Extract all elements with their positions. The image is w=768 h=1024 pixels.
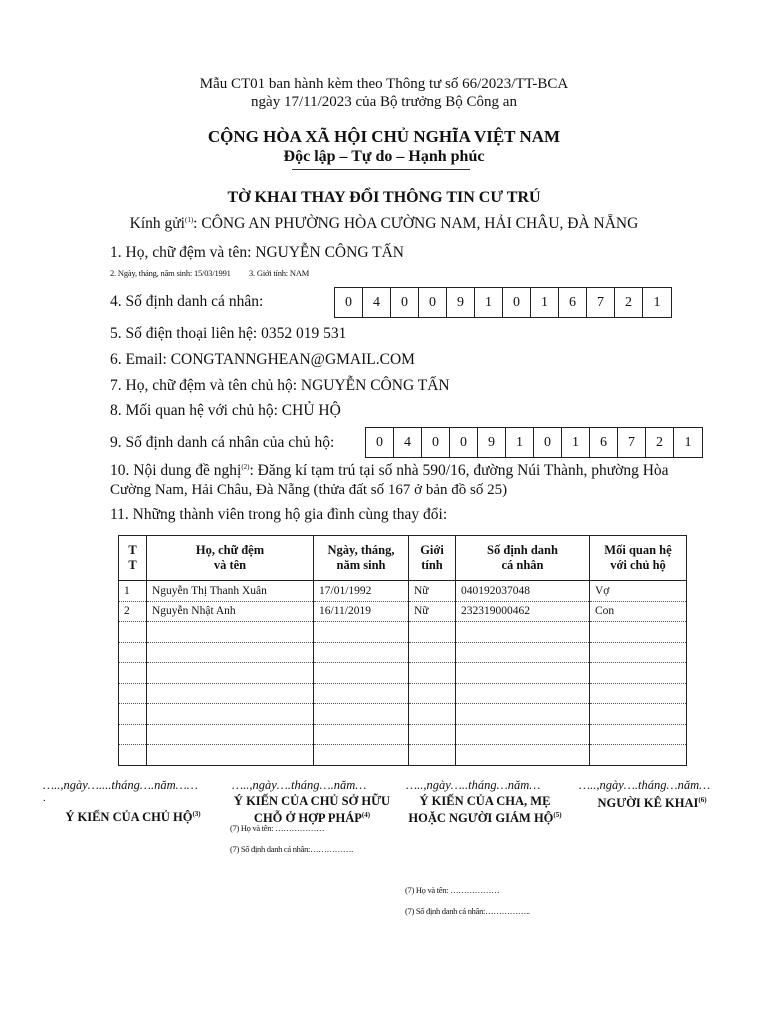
owner-name-note: (7) Họ và tên: ……………… — [230, 823, 325, 833]
members-table — [118, 535, 687, 766]
cell-tt — [119, 622, 147, 643]
field-request-content — [110, 462, 669, 480]
header-relationship: Mối quan hệ với chủ hộ — [590, 536, 687, 581]
cell-sex — [409, 724, 456, 745]
cell-name — [147, 663, 314, 684]
cell-rel: Con — [590, 601, 687, 622]
cell-dob: 16/11/2019 — [314, 601, 409, 622]
form-title: TỜ KHAI THAY ĐỔI THÔNG TIN CƯ TRÚ — [227, 189, 541, 206]
decree-date: ngày 17/11/2023 của Bộ trưởng Bộ Công an — [251, 94, 517, 110]
cell-dob: 17/01/1992 — [314, 581, 409, 602]
id-digit: 9 — [478, 428, 506, 457]
signature-date-household-head: …..,ngày…....tháng….năm…… — [43, 778, 198, 792]
request-prefix: 10. Nội dung đề nghị — [110, 462, 242, 479]
cell-dob — [314, 745, 409, 766]
cell-sex: Nữ — [409, 601, 456, 622]
table-row — [119, 663, 687, 684]
header-dob: Ngày, tháng, năm sinh — [314, 536, 409, 581]
cell-name — [147, 724, 314, 745]
field-gender: 3. Giới tính: NAM — [249, 268, 310, 278]
cell-name — [147, 683, 314, 704]
cell-id — [456, 663, 590, 684]
id-digit: 0 — [450, 428, 478, 457]
nation-title: CỘNG HÒA XÃ HỘI CHỦ NGHĨA VIỆT NAM — [207, 127, 561, 146]
cell-id: 040192037048 — [456, 581, 590, 602]
field-dob: 2. Ngày, tháng, năm sinh: 15/03/1991 — [110, 268, 231, 278]
signature-date-owner: …..,ngày….tháng….năm… — [232, 778, 367, 792]
cell-name — [147, 642, 314, 663]
id-digit: 0 — [366, 428, 394, 457]
recipient-value: : CÔNG AN PHƯỜNG HÒA CƯỜNG NAM, HẢI CHÂU, ĐÀ NẴNG — [193, 215, 639, 232]
decree-reference: Mẫu CT01 ban hành kèm theo Thông tư số 66/2023/TT-BCA — [199, 76, 569, 92]
guardian-id-note: (7) Số định danh cá nhân:…………….. — [405, 906, 530, 916]
header-name: Họ, chữ đệm và tên — [147, 536, 314, 581]
id-digit: 4 — [363, 288, 391, 317]
cell-name — [147, 704, 314, 725]
motto: Độc lập – Tự do – Hạnh phúc — [283, 148, 485, 165]
cell-name: Nguyễn Nhật Anh — [147, 601, 314, 622]
table-row — [119, 601, 687, 622]
cell-dob — [314, 622, 409, 643]
table-row — [119, 704, 687, 725]
id-digit: 0 — [534, 428, 562, 457]
id-digit: 1 — [475, 288, 503, 317]
cell-tt: 1 — [119, 581, 147, 602]
cell-rel — [590, 622, 687, 643]
cell-tt — [119, 745, 147, 766]
cell-dob — [314, 704, 409, 725]
cell-id — [456, 704, 590, 725]
cell-rel — [590, 704, 687, 725]
id-digit: 1 — [562, 428, 590, 457]
cell-id — [456, 745, 590, 766]
stray-dot: . — [43, 792, 46, 804]
table-row — [119, 581, 687, 602]
guardian-name-note: (7) Họ và tên: ……………… — [405, 885, 500, 895]
table-row — [119, 622, 687, 643]
id-digit: 7 — [587, 288, 615, 317]
cell-tt: 2 — [119, 601, 147, 622]
footnote-1: (1) — [185, 215, 194, 224]
cell-rel — [590, 642, 687, 663]
guardian-opinion-title: Ý KIẾN CỦA CHA, MẸ HOẶC NGƯỜI GIÁM HỘ$^{(5)}$ — [408, 794, 562, 826]
id-digit: 7 — [618, 428, 646, 457]
id-digit: 1 — [531, 288, 559, 317]
cell-id — [456, 724, 590, 745]
field-phone: 5. Số điện thoại liên hệ: 0352 019 531 — [110, 325, 347, 342]
cell-sex — [409, 745, 456, 766]
id-digit: 0 — [419, 288, 447, 317]
cell-dob — [314, 642, 409, 663]
field-relationship: 8. Mối quan hệ với chủ hộ: CHỦ HỘ — [110, 402, 341, 419]
id-digit: 2 — [646, 428, 674, 457]
request-line2: Cường Nam, Hải Châu, Đà Nẵng (thửa đất số 167 ở bản đồ số 25) — [110, 482, 508, 498]
cell-rel: Vợ — [590, 581, 687, 602]
field-email: 6. Email: CONGTANNGHEAN@GMAIL.COM — [110, 351, 415, 368]
cell-name — [147, 745, 314, 766]
id-digit: 0 — [335, 288, 363, 317]
id-digit: 4 — [394, 428, 422, 457]
owner-opinion-title: Ý KIẾN CỦA CHỦ SỞ HỮU CHỖ Ở HỢP PHÁP$^{(4)}$ — [233, 794, 391, 826]
cell-name: Nguyễn Thị Thanh Xuân — [147, 581, 314, 602]
cell-tt — [119, 663, 147, 684]
id-digit: 9 — [447, 288, 475, 317]
cell-tt — [119, 642, 147, 663]
id-digit: 0 — [503, 288, 531, 317]
field-personal-id-label: 4. Số định danh cá nhân: — [110, 293, 264, 310]
id-digit: 2 — [615, 288, 643, 317]
id-digit: 6 — [559, 288, 587, 317]
cell-sex — [409, 704, 456, 725]
cell-rel — [590, 663, 687, 684]
signature-date-declarant: …..,ngày….tháng…năm… — [579, 778, 711, 792]
cell-sex — [409, 663, 456, 684]
cell-tt — [119, 704, 147, 725]
header-id: Số định danh cá nhân — [456, 536, 590, 581]
owner-id-note: (7) Số định danh cá nhân:……………. — [230, 844, 353, 854]
cell-sex — [409, 622, 456, 643]
cell-dob — [314, 663, 409, 684]
cell-sex — [409, 683, 456, 704]
id-digit: 1 — [684, 434, 692, 450]
header-sex: Giới tính — [409, 536, 456, 581]
id-digit: 0 — [422, 428, 450, 457]
motto-underline — [292, 169, 470, 170]
cell-rel — [590, 745, 687, 766]
footnote-2: (2) — [241, 462, 250, 471]
request-line1: : Đăng kí tạm trú tại số nhà 590/16, đường Núi Thành, phường Hòa — [249, 462, 669, 479]
field-members-label: 11. Những thành viên trong hộ gia đình cùng thay đổi: — [110, 506, 448, 523]
id-digit: 1 — [506, 428, 534, 457]
cell-id — [456, 642, 590, 663]
id-digit: 1 — [653, 294, 661, 310]
cell-sex — [409, 642, 456, 663]
cell-sex: Nữ — [409, 581, 456, 602]
field-household-head-name: 7. Họ, chữ đệm và tên chủ hộ: NGUYỄN CÔNG TẤN — [110, 377, 450, 394]
field-full-name: 1. Họ, chữ đệm và tên: NGUYỄN CÔNG TẤN — [110, 244, 404, 261]
cell-rel — [590, 683, 687, 704]
recipient-prefix: Kính gửi — [129, 215, 185, 232]
id-digit: 6 — [590, 428, 618, 457]
table-row — [119, 724, 687, 745]
cell-name — [147, 622, 314, 643]
table-row — [119, 642, 687, 663]
cell-tt — [119, 724, 147, 745]
id-digit: 0 — [391, 288, 419, 317]
cell-dob — [314, 683, 409, 704]
signature-date-guardian: …..,ngày…..tháng…năm… — [406, 778, 541, 792]
recipient-line — [0, 215, 768, 233]
household-head-opinion-title: Ý KIẾN CỦA CHỦ HỘ$^{(3)}$ — [65, 810, 201, 825]
table-row — [119, 683, 687, 704]
table-header-row — [119, 536, 687, 581]
table-row — [119, 745, 687, 766]
field-head-id-label: 9. Số định danh cá nhân của chủ hộ: — [110, 434, 335, 451]
cell-id — [456, 622, 590, 643]
header-tt: T T — [119, 536, 147, 581]
declarant-title: NGƯỜI KÊ KHAI$^{(6)}$ — [597, 796, 707, 811]
cell-tt — [119, 683, 147, 704]
personal-id-boxes — [334, 287, 672, 318]
cell-id — [456, 683, 590, 704]
cell-id: 232319000462 — [456, 601, 590, 622]
cell-dob — [314, 724, 409, 745]
cell-rel — [590, 724, 687, 745]
head-id-boxes — [365, 427, 703, 458]
